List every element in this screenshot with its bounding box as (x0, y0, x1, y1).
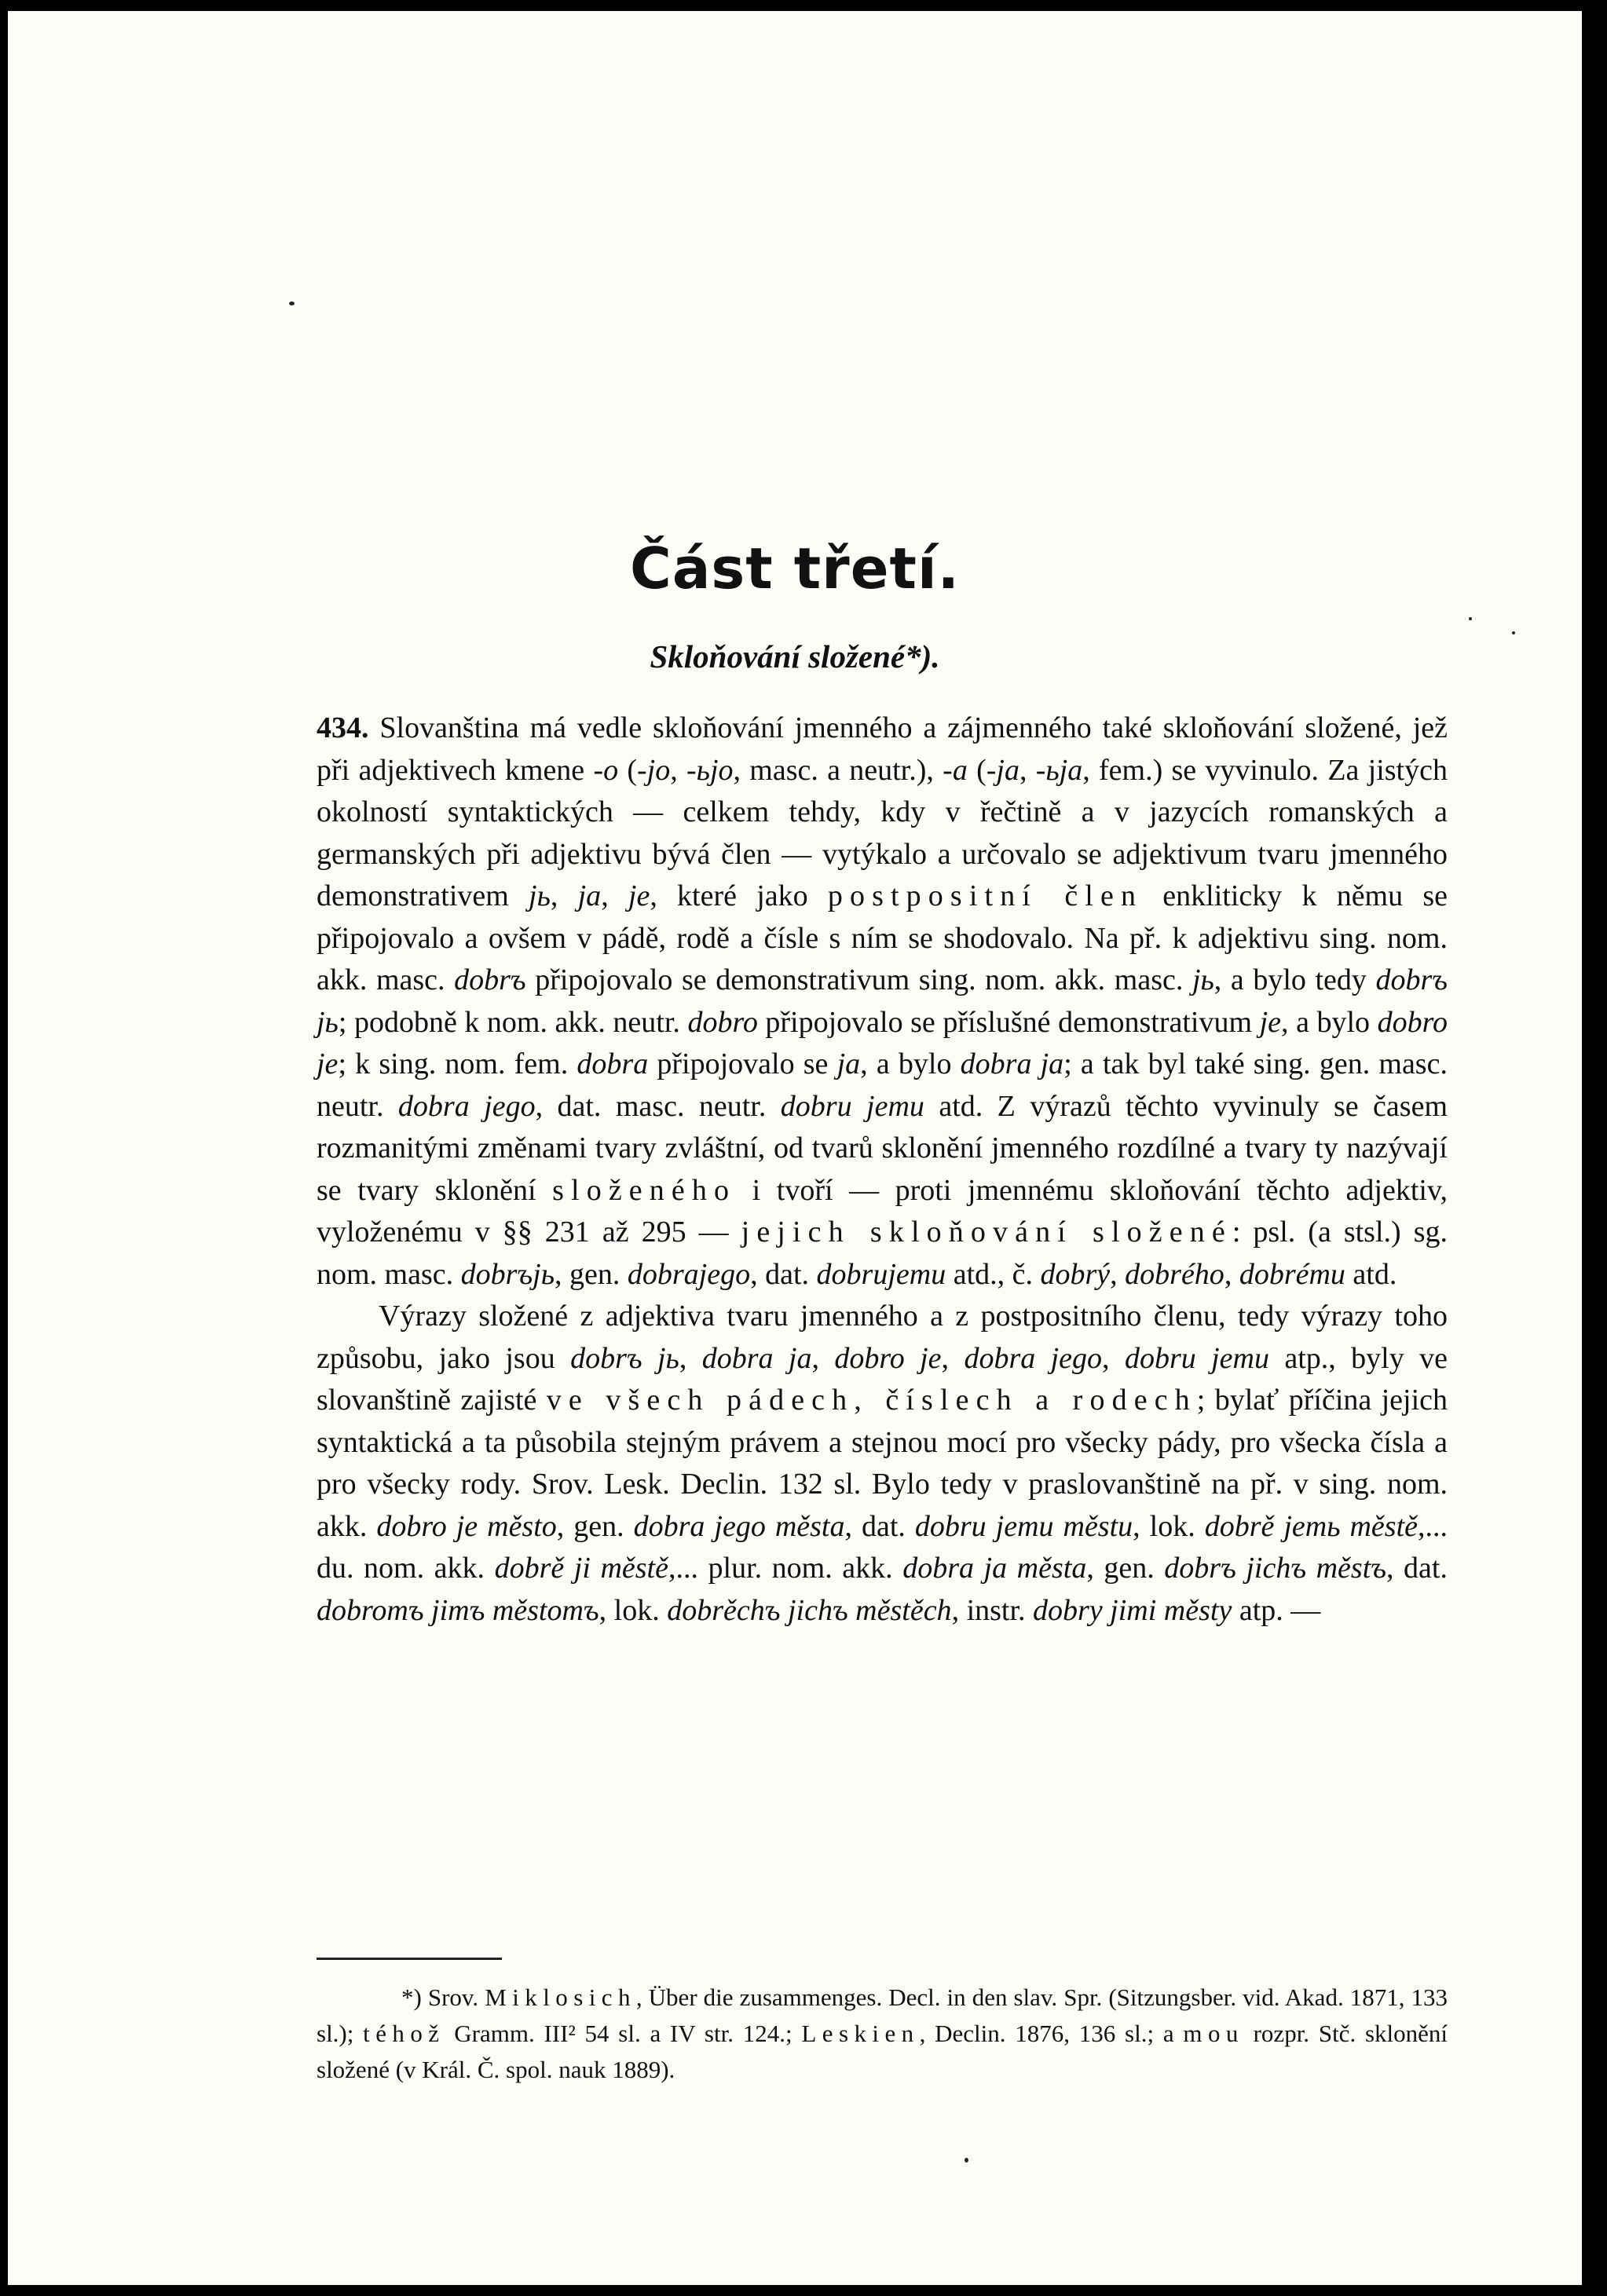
paragraph-number: 434. (317, 711, 369, 744)
paragraph-2: Výrazy složené z adjektiva tvaru jmenného a z postpositního členu, tedy výrazy toho způsobu, jako jsou dobrъ jь, dobra ja, dobro je, dobra jego, dobru jemu atp., byly ve slovanštině zajisté ve všech pádech, číslech a rodech; bylať příčina jejich syntaktická a ta působila stejným právem a stejnou mocí pro všecky pády, pro všecka čísla a pro všecky rody. Srov. Lesk. Declin. 132 sl. Bylo tedy v praslovanštině na př. v sing. nom. akk. dobro je město, gen. dobra jego města, dat. dobru jemu městu, lok. dobrě jemь městě,... du. nom. akk. dobrě ji městě,... plur. nom. akk. dobra ja města, gen. dobrъ jichъ městъ, dat. dobromъ jimъ městomъ, lok. dobrěchъ jichъ městěch, instr. dobry jimi městy atp. — (317, 1300, 1448, 1627)
ink-speck (289, 302, 295, 305)
author-name: Leskien (801, 2020, 920, 2047)
ink-speck (965, 2158, 968, 2163)
ink-speck (1512, 631, 1515, 634)
main-text (317, 707, 1448, 1632)
ink-speck (1469, 617, 1472, 620)
spaced-term: mou (1183, 2020, 1244, 2047)
book-page (8, 11, 1582, 2285)
author-name: Miklosich (485, 1983, 636, 2011)
part-title: Část třetí. (630, 536, 960, 601)
footnote: *) Srov. Miklosich, Über die zusammenges. Decl. in den slav. Spr. (Sitzungsber. vid. Akad. 1871, 133 sl.); téhož Gramm. III² 54 sl. a IV str. 124.; Leskien, Declin. 1876, 136 sl.; a mou rozpr. Stč. sklonění složené (v Král. Č. spol. nauk 1889). (317, 1983, 1448, 2083)
paragraph-434: 434. Slovanština má vedle skloňování jmenného a zájmenného také skloňování složené, jež při adjektivech kmene -o (-jo, -ьjo, masc. a neutr.), -a (-ja, -ьja, fem.) se vyvinulo. Za jistých okolností syntaktických — celkem tehdy, kdy v řečtině a v jazycích romanských a germanských při adjektivu bývá člen — vytýkalo a určovalo se adjektivum tvaru jmenného demonstrativem jь, ja, je, které jako postpositní člen enkliticky k němu se připojovalo a ovšem v pádě, rodě a čísle s ním se shodovalo. Na př. k adjektivu sing. nom. akk. masc. dobrъ připojovalo se demonstrativum sing. nom. akk. masc. jь, a bylo tedy dobrъ jь; podobně k nom. akk. neutr. dobro připojovalo se příslušné demonstrativum je, a bylo dobro je; k sing. nom. fem. dobra připojovalo se ja, a bylo dobra ja; a tak byl také sing. gen. masc. neutr. dobra jego, dat. masc. neutr. dobru jemu atd. Z výrazů těchto vyvinuly se časem rozmanitými změnami tvary zvláštní, od tvarů sklonění jmenného rozdílné a tvary ty nazývají se tvary sklonění složeného i tvoří — proti jmennému skloňování těchto adjektiv, vyloženému v §§ 231 až 295 — jejich skloňování složené: psl. (a stsl.) sg. nom. masc. dobrъjь, gen. dobrajego, dat. dobrujemu atd., č. dobrý, dobrého, dobrému atd. (317, 711, 1448, 1291)
footnote-divider (317, 1958, 502, 1960)
section-subtitle: Skloňování složené*). (650, 638, 940, 675)
spaced-term: složeného (552, 1173, 737, 1207)
spaced-term: jejich skloňování složené (741, 1216, 1232, 1249)
spaced-term: postpositní člen (827, 879, 1144, 912)
spaced-term: ve všech pádech, číslech a rodech (546, 1384, 1197, 1417)
spaced-term: téhož (363, 2020, 445, 2047)
